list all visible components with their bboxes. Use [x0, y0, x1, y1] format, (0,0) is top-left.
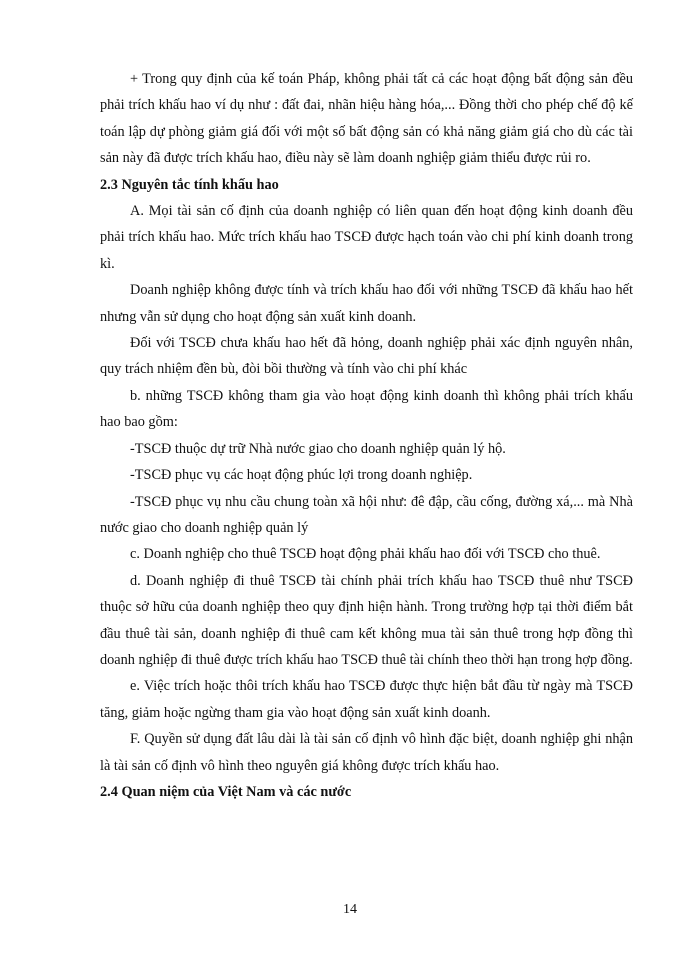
list-item-state-reserve: -TSCĐ thuộc dự trữ Nhà nước giao cho doanh nghiệp quản lý hộ.: [130, 440, 506, 457]
document-page: [100, 66, 633, 805]
paragraph-f: F. Quyền sử dụng đất lâu dài là tài sản cố định vô hình đặc biệt, doanh nghiệp ghi nhận là tài sản cố định vô hình theo nguyên giá không được trích khấu hao.: [100, 731, 633, 774]
paragraph-b: b. những TSCĐ không tham gia vào hoạt động kinh doanh thì không phải trích khấu hao bao gồm:: [100, 387, 633, 431]
paragraph-c: c. Doanh nghiệp cho thuê TSCĐ hoạt động phải khấu hao đối với TSCĐ cho thuê.: [130, 546, 601, 563]
paragraph-damaged-assets: Đối với TSCĐ chưa khấu hao hết đã hỏng, doanh nghiệp phải xác định nguyên nhân, quy trách nhiệm đền bù, đòi bồi thường và tính vào chi phí khác: [100, 335, 633, 378]
intro-paragraph: + Trong quy định của kế toán Pháp, không phải tất cả các hoạt động bất động sản đều phải trích khấu hao ví dụ như : đất đai, nhãn hiệu hàng hóa,... Đồng thời cho phép chế độ kế toán lập dự phòng giảm giá đối với một số bất động sản có khả năng giảm giá cho dù các tài sản này đã được trích khấu hao, điều này sẽ làm doanh nghiệp giảm thiểu được rủi ro.: [100, 71, 633, 167]
paragraph-e: e. Việc trích hoặc thôi trích khấu hao TSCĐ được thực hiện bắt đầu từ ngày mà TSCĐ tăng, giảm hoặc ngừng tham gia vào hoạt động sản xuất kinh doanh.: [100, 678, 633, 721]
section-heading-2-4: 2.4 Quan niệm của Việt Nam và các nước: [100, 783, 352, 800]
list-item-public-needs: -TSCĐ phục vụ nhu cầu chung toàn xã hội như: đê đập, cầu cống, đường xá,... mà Nhà nước giao cho doanh nghiệp quản lý: [100, 493, 633, 536]
paragraph-d: d. Doanh nghiệp đi thuê TSCĐ tài chính phải trích khấu hao TSCĐ thuê như TSCĐ thuộc sở hữu của doanh nghiệp theo quy định hiện hành. Trong trường hợp tại thời điểm bắt đầu thuê tài sản, doanh nghiệp đi thuê cam kết không mua tài sản thuê trong hợp đồng thì doanh nghiệp đi thuê được trích khấu hao TSCĐ thuê tài chính theo thời hạn trong hợp đồng.: [100, 572, 633, 668]
section-heading-2-3: 2.3 Nguyên tắc tính khấu hao: [100, 176, 279, 193]
paragraph-a: A. Mọi tài sản cố định của doanh nghiệp có liên quan đến hoạt động kinh doanh đều phải trích khấu hao. Mức trích khấu hao TSCĐ được hạch toán vào chi phí kinh doanh trong kì.: [100, 203, 633, 272]
paragraph-fully-depreciated: Doanh nghiệp không được tính và trích khấu hao đối với những TSCĐ đã khấu hao hết nhưng vẫn sử dụng cho hoạt động sản xuất kinh doanh.: [100, 282, 633, 325]
list-item-welfare: -TSCĐ phục vụ các hoạt động phúc lợi trong doanh nghiệp.: [130, 467, 473, 484]
page-number: 14: [343, 902, 357, 917]
